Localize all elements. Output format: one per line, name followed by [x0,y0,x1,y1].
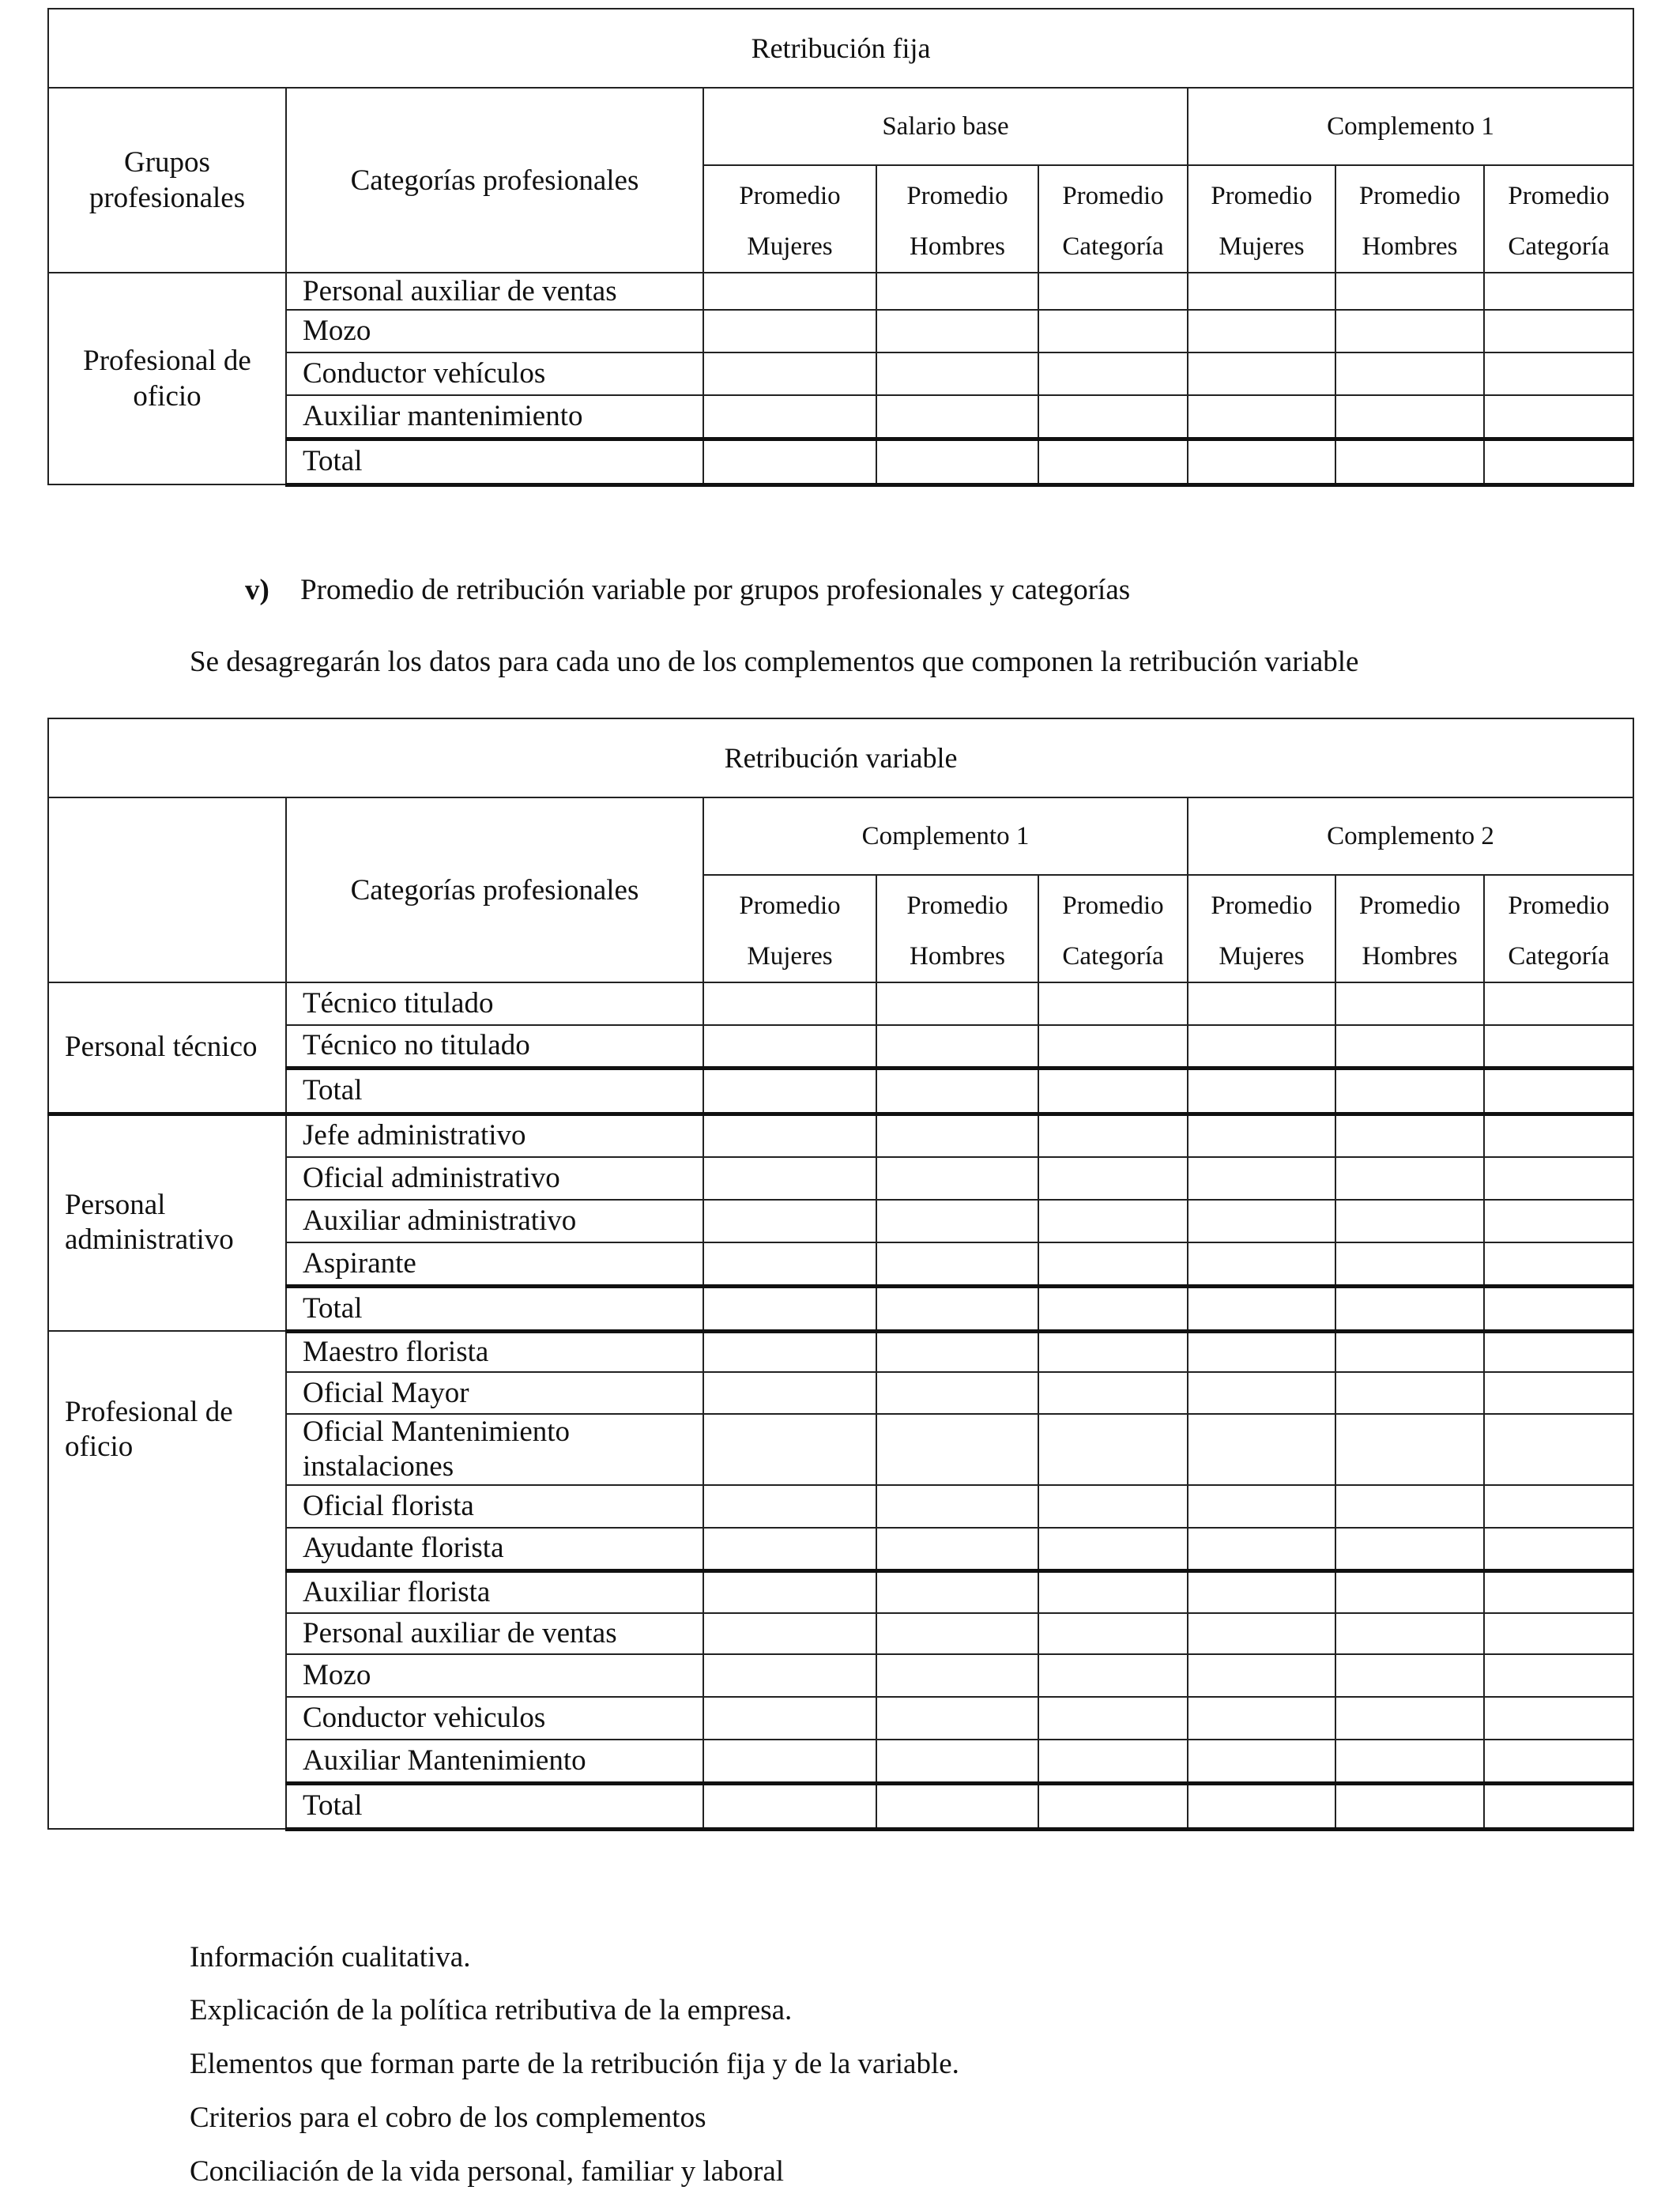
data-cell [1335,1372,1484,1414]
data-cell [1038,395,1188,439]
group-name: Profesional de oficio [48,273,286,484]
data-cell [1484,1157,1633,1200]
data-cell [1484,1114,1633,1157]
data-cell [876,1697,1038,1740]
data-cell [1335,1286,1484,1331]
data-cell [1038,1740,1188,1783]
category-cell: Oficial administrativo [286,1157,703,1200]
category-cell: Personal auxiliar de ventas [286,1613,703,1654]
data-cell [1188,395,1335,439]
metric-header: Promedio Categoría [1484,165,1633,273]
data-cell [703,1528,876,1570]
data-cell [1484,1697,1633,1740]
category-cell: Técnico titulado [286,982,703,1025]
data-cell [876,1157,1038,1200]
data-cell [1038,1528,1188,1570]
data-cell [1038,982,1188,1025]
data-cell [1484,1200,1633,1242]
data-cell [876,1114,1038,1157]
data-cell [1484,1331,1633,1372]
category-cell: Oficial Mantenimiento instalaciones [286,1414,703,1485]
data-cell [1484,1528,1633,1570]
total-cell: Total [286,1783,703,1829]
data-cell [1038,1414,1188,1485]
data-cell [1038,1157,1188,1200]
data-cell [1038,1200,1188,1242]
data-cell [1188,1654,1335,1697]
total-cell: Total [286,439,703,484]
section-heading [245,573,1130,607]
variable-pay-table [47,718,1634,1831]
data-cell [876,1570,1038,1613]
metric-header: Promedio Mujeres [703,165,876,273]
data-cell [703,1654,876,1697]
data-cell [1038,1570,1188,1613]
data-cell [1484,1286,1633,1331]
data-cell [1335,1025,1484,1068]
data-cell [1335,310,1484,352]
data-cell [876,982,1038,1025]
metric-header: Promedio Mujeres [703,875,876,982]
data-cell [1188,310,1335,352]
data-cell [1188,1570,1335,1613]
data-cell [1038,1242,1188,1286]
data-cell [703,1697,876,1740]
data-cell [1484,1740,1633,1783]
metric-header: Promedio Hombres [1335,875,1484,982]
data-cell [703,1286,876,1331]
data-cell [876,1025,1038,1068]
metric-header: Promedio Hombres [876,875,1038,982]
data-cell [1335,439,1484,484]
data-cell [876,1200,1038,1242]
data-cell [1335,982,1484,1025]
data-cell [876,352,1038,395]
category-cell: Auxiliar administrativo [286,1200,703,1242]
data-cell [1335,352,1484,395]
data-cell [1484,1414,1633,1485]
group-header [48,797,286,982]
data-cell [1188,1200,1335,1242]
data-cell [703,1025,876,1068]
qualitative-line: Elementos que forman parte de la retribución fija y de la variable. [190,2048,959,2080]
data-cell [876,1485,1038,1528]
data-cell [1038,1485,1188,1528]
data-cell [703,1331,876,1372]
category-cell: Conductor vehículos [286,352,703,395]
data-cell [1335,1157,1484,1200]
data-cell [1335,1331,1484,1372]
data-cell [1038,1114,1188,1157]
qualitative-line: Información cualitativa. [190,1941,471,1973]
data-cell [1188,1372,1335,1414]
category-header: Categorías profesionales [286,88,703,273]
column-group-header: Salario base [703,88,1188,165]
data-cell [1188,1068,1335,1114]
category-cell: Auxiliar Mantenimiento [286,1740,703,1783]
data-cell [876,395,1038,439]
data-cell [1038,1331,1188,1372]
data-cell [1484,982,1633,1025]
data-cell [1484,352,1633,395]
group-header: Grupos profesionales [48,88,286,273]
category-cell: Auxiliar mantenimiento [286,395,703,439]
data-cell [876,1414,1038,1485]
data-cell [876,439,1038,484]
category-cell: Oficial florista [286,1485,703,1528]
data-cell [1188,1025,1335,1068]
data-cell [1038,352,1188,395]
data-cell [876,1528,1038,1570]
group-name: Personal administrativo [48,1114,286,1331]
data-cell [703,1613,876,1654]
column-group-header: Complemento 2 [1188,797,1633,875]
metric-header: Promedio Mujeres [1188,875,1335,982]
data-cell [1484,1613,1633,1654]
data-cell [1188,1613,1335,1654]
data-cell [1188,1740,1335,1783]
data-cell [1038,1372,1188,1414]
data-cell [1038,1068,1188,1114]
data-cell [1484,273,1633,310]
data-cell [1335,1613,1484,1654]
data-cell [703,1740,876,1783]
data-cell [703,1570,876,1613]
data-cell [1038,1697,1188,1740]
data-cell [876,1783,1038,1829]
data-cell [876,1068,1038,1114]
data-cell [1335,1068,1484,1114]
data-cell [876,1740,1038,1783]
data-cell [1188,1286,1335,1331]
qualitative-line: Criterios para el cobro de los complementos [190,2102,706,2134]
category-cell: Ayudante florista [286,1528,703,1570]
data-cell [1484,1783,1633,1829]
data-cell [1335,1485,1484,1528]
data-cell [1188,1414,1335,1485]
table-title: Retribución fija [48,9,1633,88]
category-cell: Aspirante [286,1242,703,1286]
data-cell [1335,1200,1484,1242]
category-cell: Mozo [286,310,703,352]
metric-header: Promedio Hombres [1335,165,1484,273]
data-cell [1038,439,1188,484]
data-cell [1335,1740,1484,1783]
data-cell [703,273,876,310]
data-cell [876,273,1038,310]
metric-header: Promedio Categoría [1038,875,1188,982]
data-cell [1484,395,1633,439]
data-cell [1188,1331,1335,1372]
data-cell [703,1114,876,1157]
data-cell [703,439,876,484]
data-cell [1038,1613,1188,1654]
data-cell [703,1414,876,1485]
data-cell [1188,1114,1335,1157]
category-cell: Técnico no titulado [286,1025,703,1068]
data-cell [1038,1783,1188,1829]
data-cell [1335,273,1484,310]
data-cell [1038,273,1188,310]
fixed-pay-table [47,8,1634,487]
data-cell [703,1485,876,1528]
data-cell [1188,1485,1335,1528]
data-cell [703,1157,876,1200]
data-cell [703,395,876,439]
data-cell [703,1783,876,1829]
column-group-header: Complemento 1 [1188,88,1633,165]
data-cell [1484,1372,1633,1414]
data-cell [1484,1485,1633,1528]
group-name: Personal técnico [48,982,286,1114]
data-cell [703,982,876,1025]
metric-header: Promedio Categoría [1484,875,1633,982]
table-title: Retribución variable [48,718,1633,797]
data-cell [1188,439,1335,484]
category-header: Categorías profesionales [286,797,703,982]
category-cell: Conductor vehiculos [286,1697,703,1740]
category-cell: Oficial Mayor [286,1372,703,1414]
category-cell: Jefe administrativo [286,1114,703,1157]
category-cell: Mozo [286,1654,703,1697]
qualitative-line: Explicación de la política retributiva de la empresa. [190,1994,793,2026]
category-cell: Personal auxiliar de ventas [286,273,703,310]
data-cell [876,1331,1038,1372]
total-cell: Total [286,1286,703,1331]
section-heading-text: Promedio de retribución variable por grupos profesionales y categorías [300,574,1131,606]
data-cell [1038,1025,1188,1068]
data-cell [1484,310,1633,352]
data-cell [876,1654,1038,1697]
group-name: Profesional de oficio [48,1331,286,1829]
data-cell [1188,273,1335,310]
data-cell [1484,1570,1633,1613]
data-cell [1335,1783,1484,1829]
data-cell [1038,1286,1188,1331]
metric-header: Promedio Mujeres [1188,165,1335,273]
data-cell [1484,1654,1633,1697]
data-cell [1188,1157,1335,1200]
data-cell [876,1372,1038,1414]
data-cell [1335,1654,1484,1697]
data-cell [1188,352,1335,395]
data-cell [1484,1025,1633,1068]
data-cell [1335,395,1484,439]
data-cell [1484,1242,1633,1286]
data-cell [1188,982,1335,1025]
data-cell [1335,1528,1484,1570]
data-cell [876,310,1038,352]
data-cell [876,1242,1038,1286]
data-cell [1188,1783,1335,1829]
data-cell [1038,310,1188,352]
data-cell [1335,1242,1484,1286]
data-cell [1335,1414,1484,1485]
data-cell [703,352,876,395]
data-cell [1188,1528,1335,1570]
data-cell [1038,1654,1188,1697]
category-cell: Auxiliar florista [286,1570,703,1613]
metric-header: Promedio Hombres [876,165,1038,273]
data-cell [1484,439,1633,484]
data-cell [876,1613,1038,1654]
data-cell [1484,1068,1633,1114]
data-cell [1335,1697,1484,1740]
section-note: Se desagregarán los datos para cada uno de los complementos que componen la retribución variable [190,646,1359,678]
data-cell [703,1068,876,1114]
section-marker: v) [245,574,269,606]
data-cell [1335,1114,1484,1157]
data-cell [703,1372,876,1414]
data-cell [1188,1242,1335,1286]
column-group-header: Complemento 1 [703,797,1188,875]
data-cell [876,1286,1038,1331]
metric-header: Promedio Categoría [1038,165,1188,273]
data-cell [703,1242,876,1286]
category-cell: Maestro florista [286,1331,703,1372]
data-cell [1335,1570,1484,1613]
data-cell [703,310,876,352]
total-cell: Total [286,1068,703,1114]
data-cell [1188,1697,1335,1740]
data-cell [703,1200,876,1242]
qualitative-line: Conciliación de la vida personal, familiar y laboral [190,2155,785,2188]
